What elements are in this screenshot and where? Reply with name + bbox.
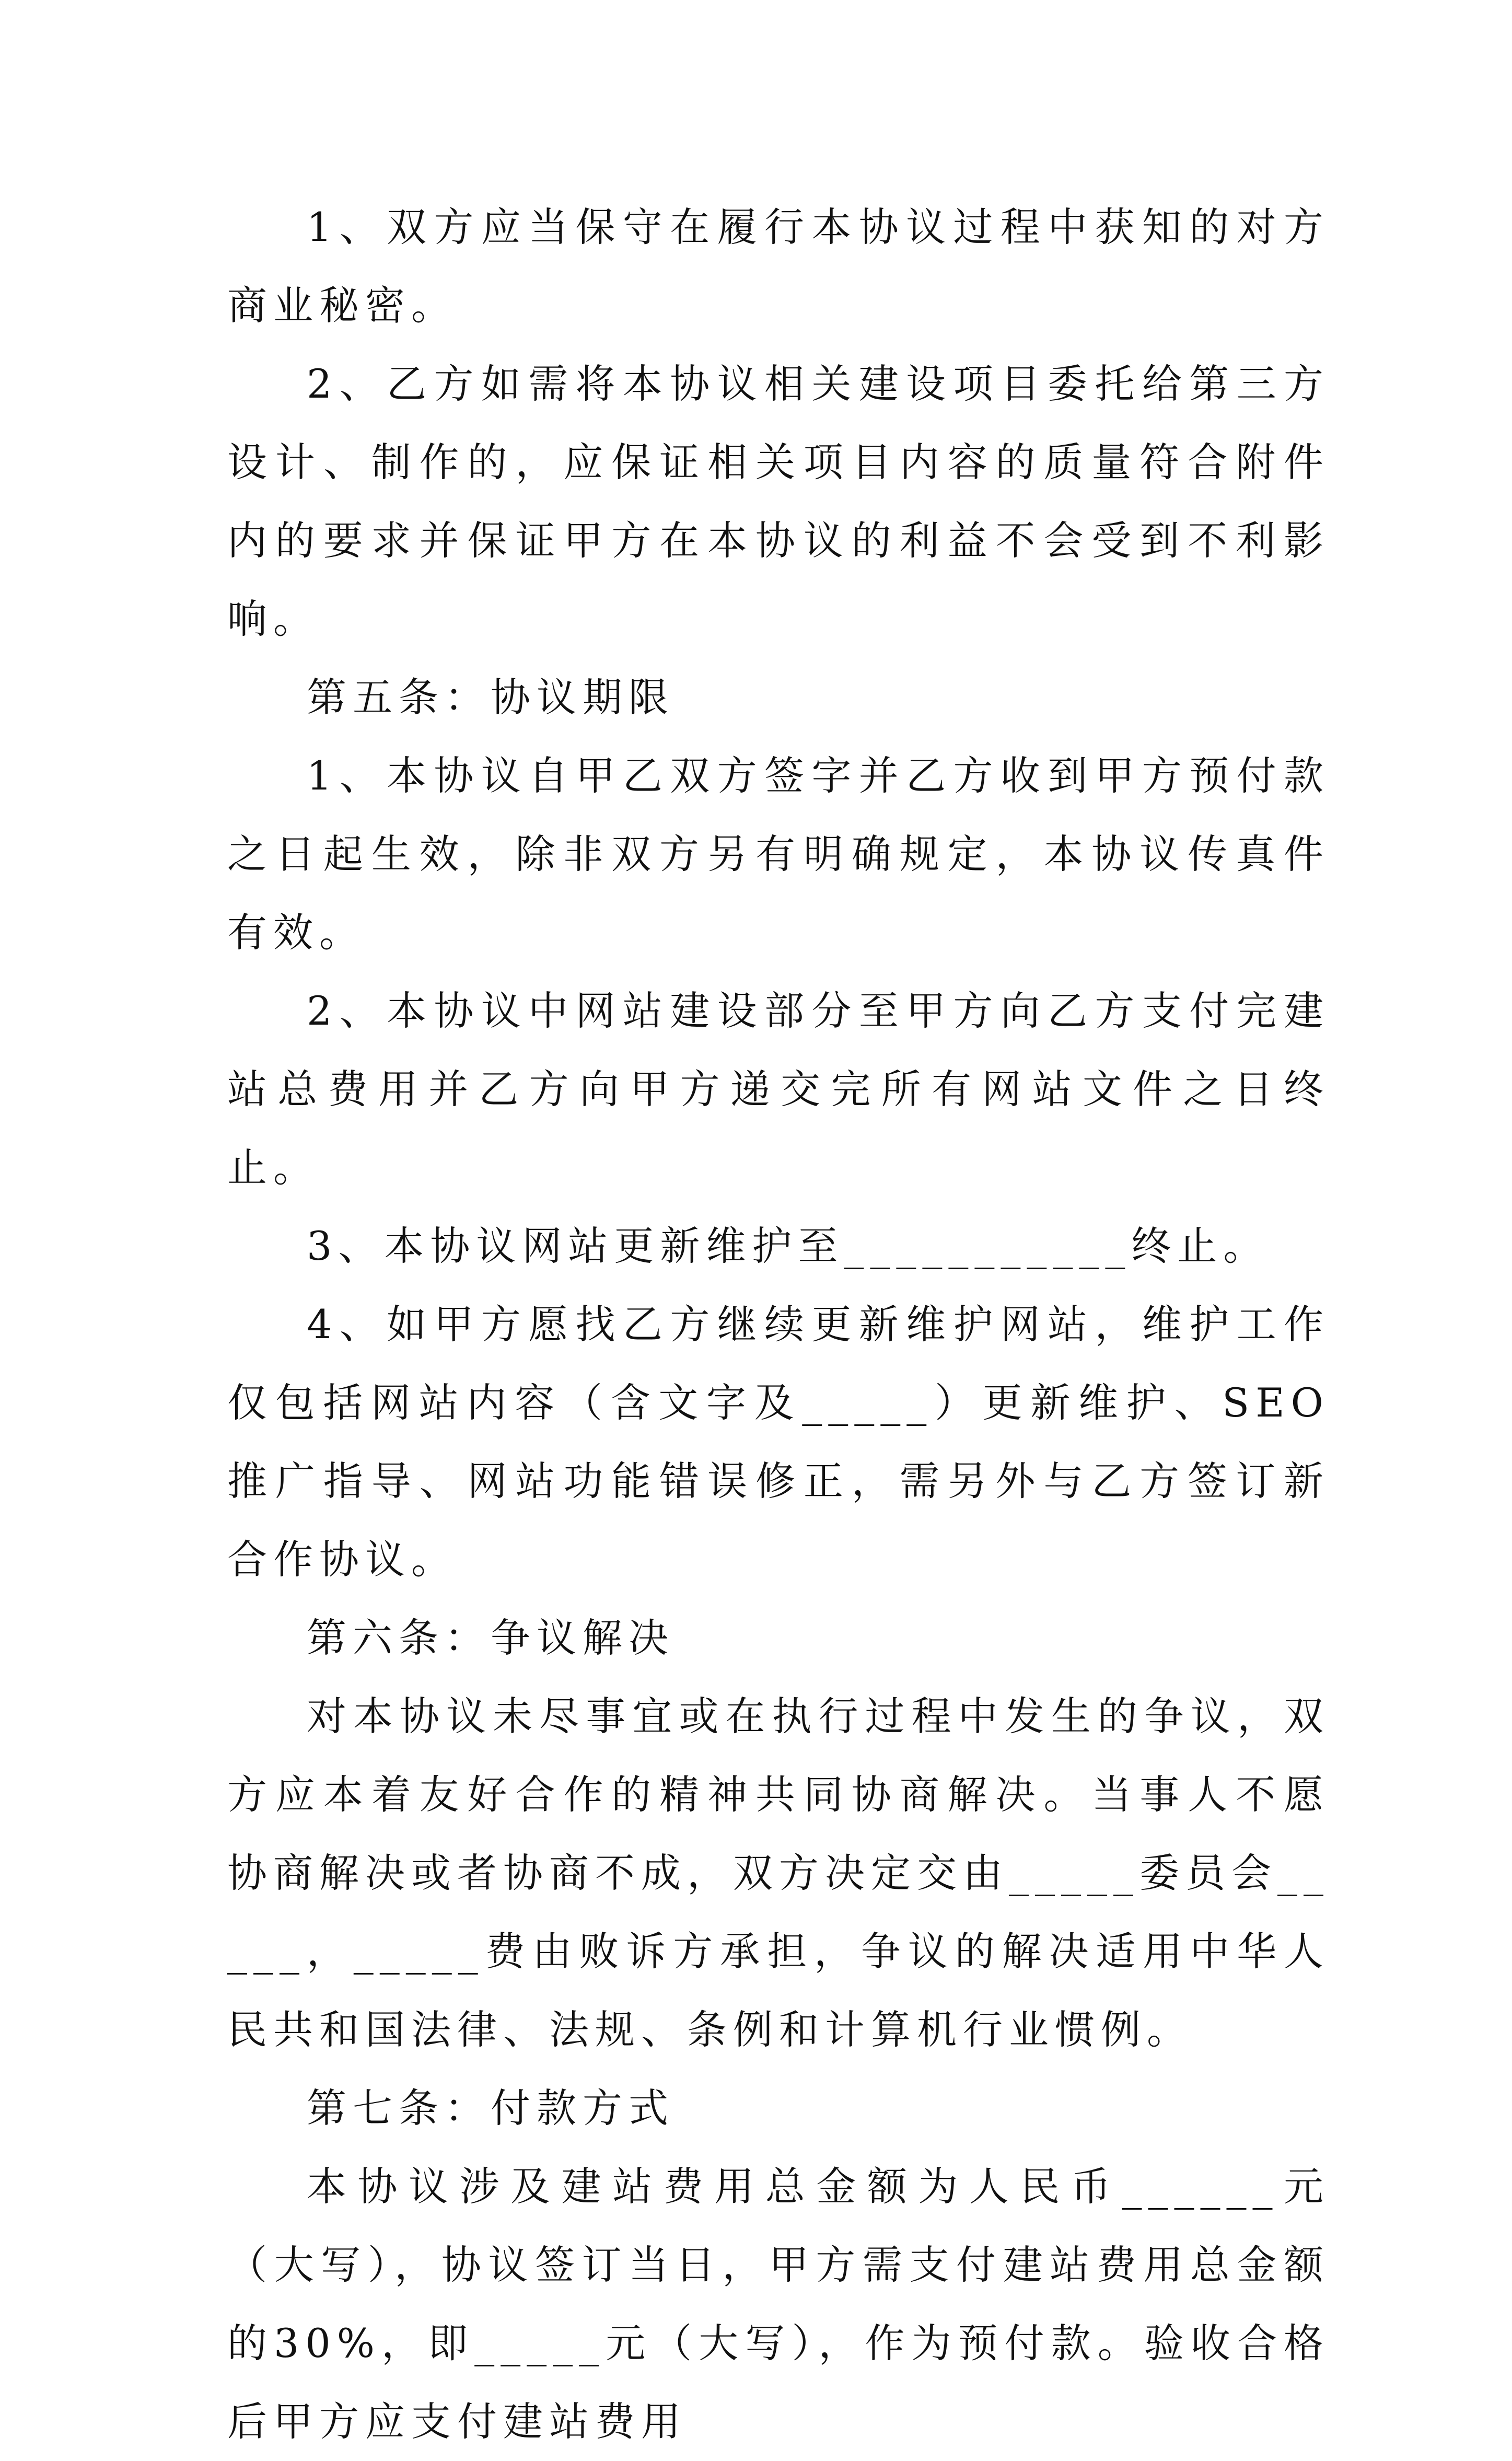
clause-third-party: 2、乙方如需将本协议相关建设项目委托给第三方设计、制作的，应保证相关项目内容的质量符合附件内的要求并保证甲方在本协议的利益不会受到不利影响。 bbox=[227, 361, 1330, 642]
section-heading-dispute: 第六条：争议解决 bbox=[307, 1615, 674, 1661]
clause-confidentiality: 1、双方应当保守在履行本协议过程中获知的对方商业秘密。 bbox=[227, 204, 1330, 329]
section-heading-term: 第五条：协议期限 bbox=[307, 674, 674, 721]
clause-maintenance-end: 3、本协议网站更新维护至___________终止。 bbox=[307, 1223, 1270, 1269]
clause-continued-maintenance: 4、如甲方愿找乙方继续更新维护网站，维护工作仅包括网站内容（含文字及_____）更新维护、SEO推广指导、网站功能错误修正，需另外与乙方签订新合作协议。 bbox=[227, 1301, 1330, 1583]
section-heading-payment: 第七条：付款方式 bbox=[307, 2085, 674, 2131]
clause-construction-end: 2、本协议中网站建设部分至甲方向乙方支付完建站总费用并乙方向甲方递交完所有网站文件之日终止。 bbox=[227, 988, 1330, 1191]
document-body bbox=[227, 188, 1330, 2461]
clause-dispute-resolution: 对本协议未尽事宜或在执行过程中发生的争议，双方应本着友好合作的精神共同协商解决。当事人不愿协商解决或者协商不成，双方决定交由_____委员会_____，_____费由败诉方承担，争议的解决适用中华人民共和国法律、法规、条例和计算机行业惯例。 bbox=[227, 1693, 1330, 2053]
clause-payment: 本协议涉及建站费用总金额为人民币______元（大写），协议签订当日，甲方需支付建站费用总金额的30%，即_____元（大写），作为预付款。验收合格后甲方应支付建站费用 bbox=[227, 2163, 1330, 2445]
clause-effective-date: 1、本协议自甲乙双方签字并乙方收到甲方预付款之日起生效，除非双方另有明确规定，本协议传真件有效。 bbox=[227, 752, 1330, 956]
